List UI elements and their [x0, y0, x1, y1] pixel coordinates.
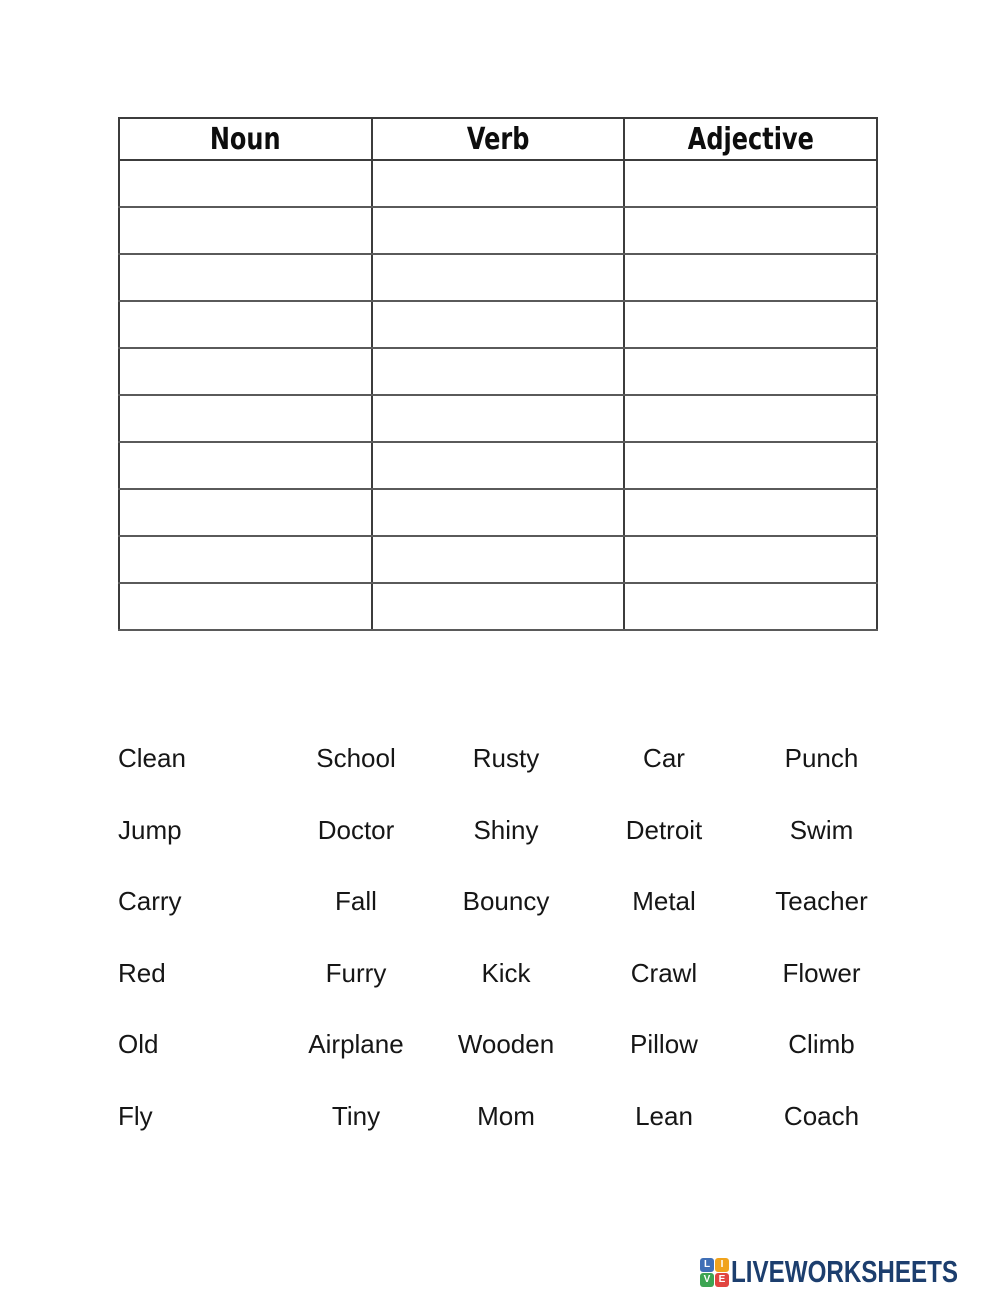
table-cell[interactable]: [624, 489, 877, 536]
table-cell[interactable]: [372, 395, 625, 442]
word-bank-item: Punch: [784, 743, 859, 774]
table-row: [119, 160, 877, 207]
word-bank-item: School: [316, 743, 396, 774]
table-cell[interactable]: [624, 583, 877, 630]
table-row: [119, 583, 877, 630]
table-row: [119, 254, 877, 301]
table-cell[interactable]: [119, 489, 372, 536]
table-row: [119, 442, 877, 489]
table-cell[interactable]: [119, 395, 372, 442]
word-bank-item: Teacher: [775, 886, 868, 917]
table-cell[interactable]: [372, 583, 625, 630]
word-bank-item: Rusty: [472, 743, 540, 774]
word-bank-item: Jump: [118, 814, 182, 845]
table-row: [119, 301, 877, 348]
word-bank-item: Coach: [783, 1100, 860, 1131]
word-bank-item: Detroit: [625, 814, 703, 845]
table-cell[interactable]: [372, 489, 625, 536]
table-cell[interactable]: [119, 348, 372, 395]
logo-square-l: L: [700, 1258, 714, 1272]
word-bank-item: Shiny: [473, 814, 539, 845]
table-row: [119, 536, 877, 583]
table-cell[interactable]: [372, 536, 625, 583]
word-bank: [118, 723, 898, 1152]
liveworksheets-logo[interactable]: [700, 1254, 1000, 1290]
word-bank-item: Crawl: [630, 957, 698, 988]
table-cell[interactable]: [624, 442, 877, 489]
table-cell[interactable]: [372, 442, 625, 489]
word-bank-item: Swim: [789, 814, 854, 845]
word-bank-item: Red: [118, 957, 166, 988]
table-cell[interactable]: [624, 254, 877, 301]
word-bank-item: Lean: [635, 1100, 693, 1131]
word-bank-item: Mom: [477, 1100, 535, 1131]
table-cell[interactable]: [119, 160, 372, 207]
table-header-row: [119, 118, 877, 160]
word-bank-item: Metal: [632, 886, 696, 917]
word-bank-item: Clean: [118, 743, 186, 774]
column-header-verb: [372, 118, 625, 160]
table-row: [119, 395, 877, 442]
word-bank-item: Bouncy: [462, 886, 550, 917]
table-cell[interactable]: [119, 583, 372, 630]
word-bank-item: Climb: [788, 1029, 855, 1060]
table-cell[interactable]: [372, 301, 625, 348]
table-cell[interactable]: [372, 160, 625, 207]
table-cell[interactable]: [119, 207, 372, 254]
table-cell[interactable]: [119, 442, 372, 489]
word-bank-item: Tiny: [331, 1100, 381, 1131]
table-cell[interactable]: [624, 207, 877, 254]
table-cell[interactable]: [624, 536, 877, 583]
word-bank-item: Fly: [118, 1100, 153, 1131]
table-row: [119, 348, 877, 395]
table-cell[interactable]: [119, 536, 372, 583]
table-cell[interactable]: [372, 254, 625, 301]
logo-square-v: V: [700, 1273, 714, 1287]
logo-square-i: I: [715, 1258, 729, 1272]
word-bank-item: Airplane: [308, 1029, 404, 1060]
column-header-verb-label: Verb: [466, 121, 530, 157]
table-cell[interactable]: [119, 301, 372, 348]
table-cell[interactable]: [372, 207, 625, 254]
word-bank-item: Wooden: [457, 1029, 555, 1060]
table-cell[interactable]: [624, 160, 877, 207]
column-header-adjective: [624, 118, 877, 160]
table-cell[interactable]: [624, 395, 877, 442]
word-bank-item: Fall: [335, 886, 377, 917]
word-bank-item: Old: [118, 1029, 159, 1060]
liveworksheets-wordmark: LIVEWORKSHEETS: [731, 1254, 959, 1289]
column-header-noun-label: Noun: [209, 121, 281, 157]
word-bank-item: Furry: [325, 957, 387, 988]
table-row: [119, 489, 877, 536]
table-cell[interactable]: [372, 348, 625, 395]
liveworksheets-icon: [700, 1258, 729, 1287]
word-bank-item: Kick: [481, 957, 531, 988]
word-bank-item: Carry: [118, 886, 182, 917]
word-bank-item: Flower: [782, 957, 861, 988]
table-body: [119, 160, 877, 630]
table-cell[interactable]: [624, 301, 877, 348]
column-header-adjective-label: Adjective: [687, 121, 814, 157]
logo-square-e: E: [715, 1273, 729, 1287]
classification-table: [118, 117, 878, 631]
column-header-noun: [119, 118, 372, 160]
table-row: [119, 207, 877, 254]
table-cell[interactable]: [119, 254, 372, 301]
word-bank-item: Doctor: [317, 814, 395, 845]
table-cell[interactable]: [624, 348, 877, 395]
word-bank-item: Pillow: [630, 1029, 698, 1060]
word-bank-item: Car: [643, 743, 685, 774]
